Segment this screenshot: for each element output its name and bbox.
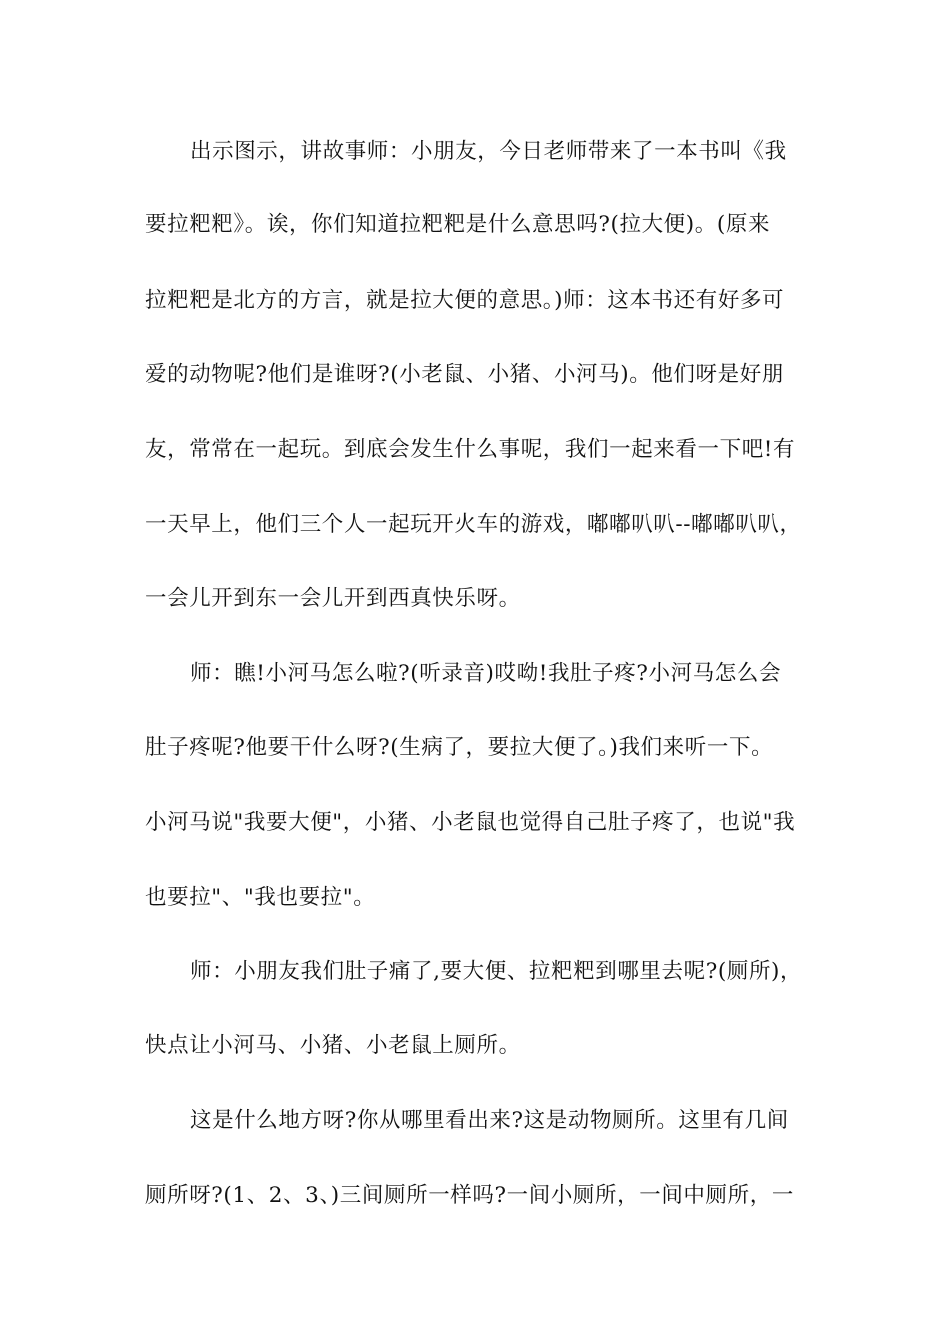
text-line-10: 小河马说"我要大便"，小猪、小老鼠也觉得自己肚子疼了，也说"我 <box>145 810 796 835</box>
text-line-11: 也要拉"、"我也要拉"。 <box>145 885 376 910</box>
text-line-12: 师：小朋友我们肚子痛了,要大便、拉粑粑到哪里去呢?(厕所)， <box>190 959 803 984</box>
text-line-13: 快点让小河马、小猪、小老鼠上厕所。 <box>145 1033 521 1058</box>
text-line-3: 拉粑粑是北方的方言，就是拉大便的意思。)师：这本书还有好多可 <box>145 288 785 313</box>
text-line-6: 一天早上，他们三个人一起玩开火车的游戏，嘟嘟叭叭--嘟嘟叭叭， <box>145 512 802 537</box>
text-line-15: 厕所呀?(1、2、3、)三间厕所一样吗?一间小厕所，一间中厕所，一 <box>145 1183 794 1208</box>
text-line-8: 师：瞧!小河马怎么啦?(听录音)哎呦!我肚子疼?小河马怎么会 <box>190 661 782 686</box>
text-line-1: 出示图示，讲故事师：小朋友，今日老师带来了一本书叫《我 <box>190 139 787 164</box>
text-line-14: 这是什么地方呀?你从哪里看出来?这是动物厕所。这里有几间 <box>190 1108 789 1133</box>
text-line-9: 肚子疼呢?他要干什么呀?(生病了，要拉大便了。)我们来听一下。 <box>145 735 774 760</box>
text-line-4: 爱的动物呢?他们是谁呀?(小老鼠、小猪、小河马)。他们呀是好朋 <box>145 362 784 387</box>
text-line-2: 要拉粑粑》。诶，你们知道拉粑粑是什么意思吗?(拉大便)。(原来 <box>145 212 771 237</box>
text-line-5: 友，常常在一起玩。到底会发生什么事呢，我们一起来看一下吧!有 <box>145 437 796 462</box>
text-line-7: 一会儿开到东一会儿开到西真快乐呀。 <box>145 586 521 611</box>
